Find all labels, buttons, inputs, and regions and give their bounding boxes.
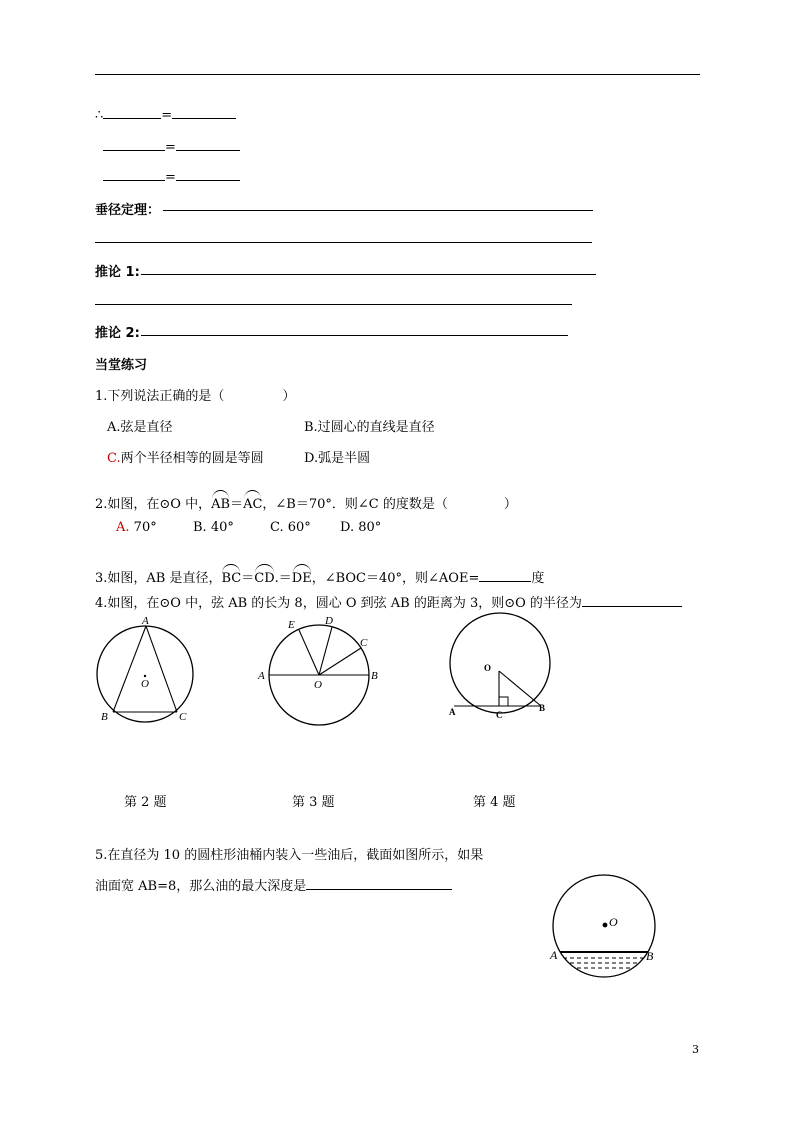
radius-oe <box>299 630 319 675</box>
segment-ab <box>113 626 146 712</box>
blank[interactable] <box>176 137 240 151</box>
q2-option-b[interactable]: B. 40° <box>193 520 234 535</box>
theorem-blank-2[interactable] <box>95 242 592 243</box>
equals-sign: = <box>165 170 176 185</box>
label-o: O <box>141 678 149 690</box>
question-text: ，∠BOC＝40°，则∠AOE= <box>311 571 480 586</box>
question-text: 3.如图，AB 是直径， <box>95 571 222 586</box>
label-b: B <box>539 703 546 713</box>
label-b: B <box>646 949 654 963</box>
circle <box>450 613 550 713</box>
label-b: B <box>371 670 378 682</box>
equals-sign: ＝ <box>241 571 255 586</box>
question-1-stem <box>95 385 295 404</box>
corollary1-blank-1[interactable] <box>141 274 596 275</box>
blank[interactable] <box>172 105 236 119</box>
question-4-stem <box>95 592 682 611</box>
blank[interactable] <box>103 137 165 151</box>
q2-option-a[interactable] <box>116 520 157 535</box>
option-letter: C. <box>107 451 121 466</box>
arc-bc: BC <box>221 571 242 586</box>
answer-blank[interactable] <box>582 593 682 607</box>
label-o: O <box>609 915 618 929</box>
question-text: ，∠B＝70°．则∠C 的度数是（ <box>262 497 448 512</box>
center-point <box>144 675 146 677</box>
page-number: 3 <box>692 1043 699 1056</box>
segment-ob <box>499 671 541 706</box>
question-text: 1.下列说法正确的是（ <box>95 389 225 404</box>
blank[interactable] <box>103 105 161 119</box>
q1-option-a[interactable]: A.弦是直径 <box>107 420 173 435</box>
equals-sign: = <box>161 108 173 123</box>
corollary1-blank-2[interactable] <box>95 304 572 305</box>
arc-de: DE <box>291 571 312 586</box>
question-3-stem <box>95 567 544 586</box>
label-o: O <box>484 663 492 673</box>
option-letter: A. <box>116 520 130 535</box>
center-point <box>603 923 608 928</box>
question-text: 2.如图，在⊙O 中， <box>95 497 212 512</box>
question-5-line-1: 5.在直径为 10 的圆柱形油桶内装入一些油后，截面如图所示，如果 <box>95 848 484 863</box>
q1-option-b[interactable]: B.过圆心的直线是直径 <box>304 420 435 435</box>
label-c: C <box>496 710 503 720</box>
label-c: C <box>179 711 187 723</box>
question-2-stem <box>95 493 517 512</box>
theorem-blank-1[interactable] <box>163 210 593 211</box>
question-text: 油面宽 AB=8，那么油的最大深度是 <box>95 879 307 894</box>
label-e: E <box>288 619 295 631</box>
equals-sign: .＝ <box>274 571 292 586</box>
arc-ab: AB <box>211 497 231 512</box>
label-o: O <box>314 679 322 691</box>
label-a: A <box>550 948 558 962</box>
fill-line-1 <box>95 105 236 123</box>
answer-blank[interactable] <box>306 876 452 890</box>
label-b: B <box>101 711 108 723</box>
label-c: C <box>360 637 368 649</box>
answer-blank[interactable] <box>479 568 531 582</box>
corollary2-label: 推论 2: <box>95 326 140 341</box>
figure-2-caption: 第 2 题 <box>124 795 167 810</box>
q1-option-d[interactable]: D.弧是半圆 <box>304 451 371 466</box>
label-a: A <box>449 707 456 717</box>
circle <box>97 626 193 722</box>
figure-2-diagram <box>90 615 220 730</box>
label-a: A <box>258 670 265 682</box>
theorem-label: 垂径定理： <box>95 203 161 218</box>
corollary1-label: 推论 1: <box>95 265 140 280</box>
paren-close: ） <box>282 389 296 404</box>
label-a: A <box>142 615 149 627</box>
equals-sign: ＝ <box>230 497 244 512</box>
section-title: 当堂练习 <box>95 358 148 373</box>
question-text: 4.如图，在⊙O 中，弦 AB 的长为 8，圆心 O 到弦 AB 的距离为 3，则⊙O 的半径为 <box>95 596 582 611</box>
label-d: D <box>325 615 333 627</box>
segment-ac <box>146 626 177 712</box>
q1-option-c[interactable] <box>107 447 264 466</box>
arc-ac: AC <box>243 497 263 512</box>
unit-label: 度 <box>531 571 545 586</box>
q2-option-d[interactable]: D. 80° <box>340 520 382 535</box>
fill-line-3 <box>103 167 240 185</box>
therefore-symbol: ∴ <box>95 108 104 123</box>
header-rule <box>95 74 700 75</box>
figure-4-caption: 第 4 题 <box>473 795 516 810</box>
equals-sign: = <box>165 140 176 155</box>
q2-option-c[interactable]: C. 60° <box>270 520 311 535</box>
paren-close: ） <box>503 497 517 512</box>
fill-line-2 <box>103 137 240 155</box>
blank[interactable] <box>176 167 240 181</box>
figure-4-diagram <box>442 613 562 723</box>
figure-3-diagram <box>255 612 385 730</box>
figure-5-diagram <box>546 870 666 990</box>
blank[interactable] <box>103 167 165 181</box>
question-5-line-2 <box>95 875 452 894</box>
option-text: 两个半径相等的圆是等圆 <box>120 451 264 466</box>
option-text: 70° <box>133 520 157 535</box>
corollary2-blank[interactable] <box>141 335 568 336</box>
figure-3-caption: 第 3 题 <box>292 795 335 810</box>
right-angle-mark <box>499 697 508 706</box>
arc-cd: CD <box>254 571 275 586</box>
